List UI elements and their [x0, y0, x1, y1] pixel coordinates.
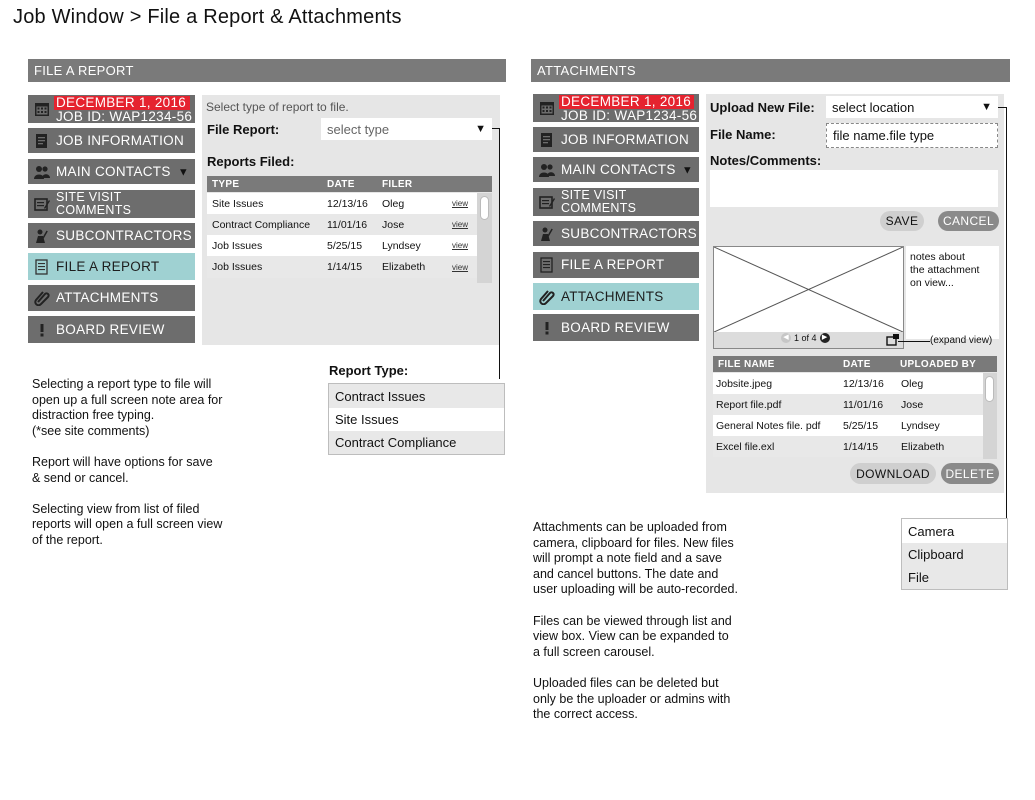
note-line: open up a full screen note area for: [32, 392, 223, 407]
upload-location-dropdown: [901, 518, 1008, 590]
sidebar-item-job-information[interactable]: [28, 128, 195, 153]
file-name: Jobsite.jpeg: [716, 377, 773, 390]
attachments-notes: [533, 520, 738, 723]
row-type: Job Issues: [212, 261, 263, 273]
paperclip-icon: [539, 289, 555, 305]
sidebar-item-label: BOARD REVIEW: [56, 321, 165, 337]
note-line: of the report.: [32, 532, 103, 547]
report-type-select-value: select type: [327, 121, 390, 137]
uploaded-by: Lyndsey: [901, 419, 940, 432]
sidebar-item-label: MAIN CONTACTS: [56, 163, 171, 179]
sidebar-item-label: SUBCONTRACTORS: [56, 227, 192, 243]
note-line: Attachments can be uploaded from: [533, 520, 727, 534]
page-title: Job Window > File a Report & Attachments: [13, 6, 402, 28]
files-scrollbar[interactable]: [983, 373, 997, 459]
sidebar-item-label: FILE A REPORT: [56, 258, 160, 274]
file-date: 5/25/15: [843, 419, 879, 432]
view-link[interactable]: view: [452, 241, 469, 250]
upload-location-select-value: select location: [832, 99, 915, 115]
sidebar-item-main-contacts[interactable]: [28, 159, 195, 184]
chevron-down-icon: ▼: [981, 101, 992, 113]
note-line: [533, 598, 738, 614]
attachments-sidebar: [533, 94, 699, 344]
clipboard-icon: [34, 196, 50, 212]
preview-note-line: on view...: [910, 277, 954, 289]
report-icon: [539, 257, 555, 273]
view-link[interactable]: view: [452, 199, 469, 208]
sidebar-item-label: [561, 189, 636, 215]
preview-notes: [910, 251, 979, 290]
expand-icon[interactable]: [886, 333, 899, 345]
document-icon: [34, 133, 50, 149]
job-id: JOB ID: WAP1234-56: [561, 108, 698, 123]
sidebar-item-label: ATTACHMENTS: [56, 290, 159, 305]
sidebar-item-job-information[interactable]: [533, 127, 699, 152]
worker-icon: [34, 228, 50, 244]
next-icon[interactable]: ▶: [820, 333, 830, 343]
worker-icon: [539, 226, 555, 242]
connector-line: [1006, 107, 1007, 519]
column-header: FILER: [382, 178, 413, 190]
note-line: Report will have options for save: [32, 454, 213, 469]
upload-location-select[interactable]: [826, 96, 998, 118]
location-option[interactable]: Clipboard: [902, 543, 1007, 566]
sidebar-item-file-a-report[interactable]: [28, 253, 195, 280]
chevron-down-icon[interactable]: ▼: [681, 164, 693, 177]
delete-button[interactable]: DELETE: [941, 463, 999, 484]
job-date: DECEMBER 1, 2016: [54, 96, 190, 110]
file-name-label: File Name:: [710, 127, 776, 142]
column-header: DATE: [327, 178, 355, 190]
file-name: Excel file.exl: [716, 440, 775, 453]
download-button[interactable]: DOWNLOAD: [850, 463, 936, 484]
preview-note-line: notes about: [910, 251, 965, 263]
sidebar-item-board-review[interactable]: [28, 316, 195, 343]
note-line: camera, clipboard for files. New files: [533, 535, 734, 550]
location-option[interactable]: Camera: [908, 523, 955, 539]
note-line: distraction free typing.: [32, 408, 155, 423]
exclamation-icon: [34, 322, 50, 338]
note-line: [32, 486, 222, 502]
label-line-2: COMMENTS: [561, 201, 637, 215]
sidebar-item-label: JOB INFORMATION: [56, 132, 184, 148]
file-date: 12/13/16: [843, 377, 884, 390]
sidebar-item-label: FILE A REPORT: [561, 257, 665, 272]
chevron-down-icon[interactable]: ▼: [177, 166, 189, 179]
note-line: view box. View can be expanded to: [533, 629, 729, 644]
report-type-dropdown: [328, 383, 505, 455]
notes-comments-label: Notes/Comments:: [710, 153, 822, 168]
file-report-label: File Report:: [207, 122, 280, 137]
people-icon: [539, 162, 555, 178]
report-sidebar: [28, 95, 195, 345]
view-link[interactable]: view: [452, 220, 469, 229]
preview-note-line: the attachment: [910, 264, 980, 276]
note-line: will prompt a note field and a save: [533, 551, 722, 566]
sidebar-item-label: BOARD REVIEW: [561, 319, 670, 335]
job-date-block: [28, 95, 195, 123]
preview-pager: [781, 333, 830, 343]
column-header: DATE: [843, 358, 871, 370]
label-line-2: COMMENTS: [56, 203, 132, 217]
files-table-header: [713, 356, 997, 372]
report-icon: [34, 259, 50, 275]
report-notes: [32, 377, 222, 549]
save-button[interactable]: SAVE: [880, 211, 924, 231]
job-date: DECEMBER 1, 2016: [559, 95, 694, 109]
sidebar-item-site-visit-comments[interactable]: [533, 188, 699, 216]
uploaded-by: Jose: [901, 398, 924, 411]
row-date: 11/01/16: [327, 218, 368, 231]
reports-table-header: [207, 176, 492, 192]
report-hint: Select type of report to file.: [206, 100, 349, 114]
sidebar-item-label: ATTACHMENTS: [561, 288, 664, 304]
row-date: 1/14/15: [327, 261, 363, 273]
label-line-1: SITE VISIT: [56, 190, 122, 204]
note-line: [533, 660, 738, 676]
sidebar-item-subcontractors[interactable]: [533, 221, 699, 246]
note-line: only be the uploader or admins with: [533, 691, 731, 706]
file-report-section-header: FILE A REPORT: [28, 59, 506, 82]
view-link[interactable]: view: [452, 262, 469, 272]
row-date: 5/25/15: [327, 239, 363, 252]
paperclip-icon: [34, 290, 50, 306]
note-line: Uploaded files can be deleted but: [533, 675, 719, 690]
sidebar-item-label: [56, 191, 131, 217]
table-row[interactable]: [713, 394, 983, 415]
scrollbar-thumb[interactable]: [985, 376, 994, 402]
column-header: TYPE: [212, 178, 240, 190]
sidebar-item-board-review[interactable]: [533, 314, 699, 341]
note-line: user uploading will be auto-recorded.: [533, 582, 738, 597]
note-line: Selecting view from list of filed: [32, 501, 200, 516]
label-line-1: SITE VISIT: [561, 188, 627, 202]
row-type: Contract Compliance: [212, 218, 311, 231]
sidebar-item-site-visit-comments[interactable]: [28, 190, 195, 218]
sidebar-item-main-contacts[interactable]: [533, 157, 699, 182]
note-line: [32, 439, 222, 455]
sidebar-item-attachments[interactable]: [28, 285, 195, 311]
job-date-block: [533, 94, 699, 122]
connector-line: [499, 128, 500, 379]
sidebar-item-file-a-report[interactable]: [533, 252, 699, 278]
calendar-icon: [539, 100, 555, 116]
table-row[interactable]: [207, 235, 477, 256]
connector-line: [898, 341, 930, 342]
report-type-option[interactable]: Site Issues: [335, 412, 399, 427]
clipboard-icon: [539, 194, 555, 210]
row-type: Job Issues: [212, 239, 263, 252]
attachments-section-header: ATTACHMENTS: [531, 59, 1010, 82]
column-header: FILE NAME: [718, 358, 775, 370]
column-header: UPLOADED BY: [900, 358, 977, 370]
report-type-option[interactable]: Contract Compliance: [329, 431, 504, 454]
row-type: Site Issues: [212, 197, 264, 210]
row-filer: Oleg: [382, 197, 405, 210]
note-line: and cancel buttons. The date and: [533, 566, 719, 581]
file-name: Report file.pdf: [716, 398, 782, 411]
pager-text: 1 of 4: [794, 333, 817, 343]
report-type-select[interactable]: [321, 118, 492, 140]
file-name: General Notes file. pdf: [716, 419, 821, 432]
uploaded-by: Oleg: [901, 377, 924, 390]
row-filer: Elizabeth: [382, 261, 426, 273]
scrollbar-thumb[interactable]: [480, 196, 489, 220]
location-option[interactable]: File: [902, 566, 1007, 589]
sidebar-item-label: JOB INFORMATION: [561, 131, 689, 147]
job-id: JOB ID: WAP1234-56: [56, 109, 193, 124]
note-line: Files can be viewed through list and: [533, 613, 732, 628]
file-name-input[interactable]: [826, 123, 998, 148]
report-type-label: Report Type:: [329, 363, 409, 378]
exclamation-icon: [539, 320, 555, 336]
sidebar-item-subcontractors[interactable]: [28, 223, 195, 248]
table-row[interactable]: [713, 373, 983, 394]
people-icon: [34, 164, 50, 180]
note-line: a full screen carousel.: [533, 644, 655, 659]
document-icon: [539, 132, 555, 148]
uploaded-by: Elizabeth: [901, 440, 945, 453]
note-line: & send or cancel.: [32, 470, 129, 485]
file-date: 11/01/16: [843, 398, 884, 411]
reports-filed-label: Reports Filed:: [207, 154, 295, 169]
notes-comments-textarea[interactable]: [710, 170, 998, 207]
row-filer: Lyndsey: [382, 239, 421, 252]
file-name-value: file name.file type: [833, 128, 935, 143]
note-line: reports will open a full screen view: [32, 517, 223, 532]
sidebar-item-attachments[interactable]: [533, 283, 699, 310]
file-date: 1/14/15: [843, 440, 879, 453]
cancel-button[interactable]: CANCEL: [938, 211, 999, 231]
sidebar-item-label: SUBCONTRACTORS: [561, 225, 697, 241]
row-date: 12/13/16: [327, 197, 368, 210]
report-type-option[interactable]: Contract Issues: [329, 384, 504, 408]
table-row[interactable]: [207, 256, 477, 278]
note-line: (*see site comments): [32, 423, 150, 438]
note-line: the correct access.: [533, 707, 638, 722]
row-filer: Jose: [382, 218, 405, 231]
upload-new-file-label: Upload New File:: [710, 100, 815, 115]
chevron-down-icon: ▼: [475, 123, 486, 135]
table-row[interactable]: [713, 415, 983, 436]
expand-view-label: (expand view): [930, 335, 993, 346]
reports-scrollbar[interactable]: [477, 193, 492, 283]
sidebar-item-label: MAIN CONTACTS: [561, 161, 676, 177]
attachment-preview[interactable]: [713, 246, 904, 349]
note-line: Selecting a report type to file will: [32, 377, 212, 391]
previous-icon[interactable]: ◀: [781, 333, 791, 343]
calendar-icon: [34, 101, 50, 117]
table-row[interactable]: [207, 214, 477, 235]
table-row[interactable]: [713, 436, 983, 457]
table-row[interactable]: [207, 193, 477, 214]
